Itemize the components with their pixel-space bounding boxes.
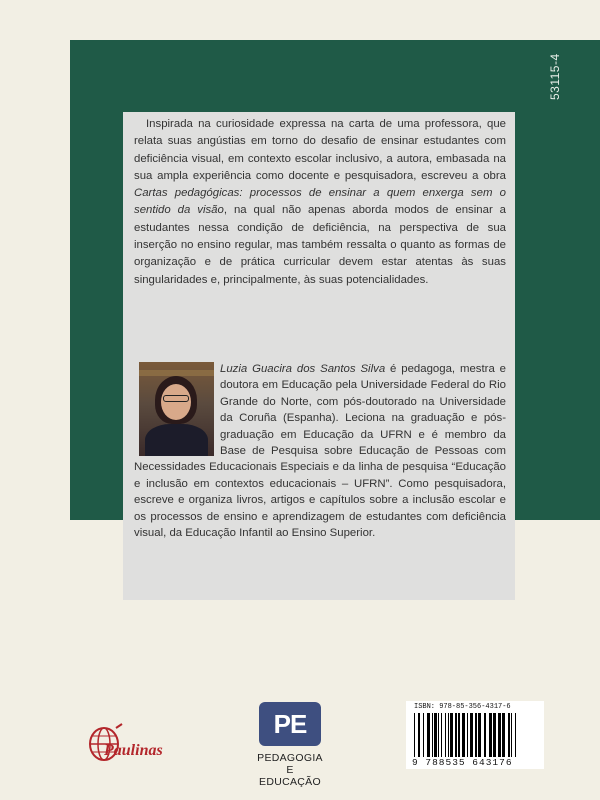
series-logo [255,702,325,788]
paulinas-logo [86,720,166,780]
author-bio-text: é pedagoga, mestra e doutora em Educação pela Universidade Federal do Rio Grande do Norte, com pós-doutorado na Universidade da Coruña (Espanha). Leciona na graduação e pós-graduação em Educação da UFRN e é membro da Base de Pesquisa sobre Educação de Pessoas com Necessidades Educacionais Especiais e da linha de pesquisa “Educação e inclusão em contextos educacionais – UFRN”. Como pesquisadora, escreve e organiza livros, artigos e capítulos sobre a inclusão escolar e os processos de ensino e aprendizagem de estudantes com deficiência visual, da Educação Infantil ao Ensino Superior. [134,363,506,540]
synopsis-part2: , na qual não apenas aborda modos de ensinar a estudantes nessa condição de deficiência, na perspectiva de sua inserção no ensino regular, mas também ressalta o quanto as formas de organização e de prática curricular devem estar atentas às suas singularidades e, principalmente, às suas potencialidades. [134,204,506,286]
author-bio [134,361,506,541]
barcode-bars [412,713,538,757]
barcode-number: 9 788535 643176 [412,757,513,768]
series-name [255,752,325,788]
barcode [406,701,544,769]
series-mark: PE [259,702,321,746]
synopsis [134,116,506,289]
book-title: Cartas pedagógicas: processos de ensinar a quem enxerga sem o sentido da visão [134,187,506,217]
isbn-label: ISBN: 978-85-356-4317-6 [414,703,511,711]
spine-code: 53115-4 [548,53,562,100]
series-line1: PEDAGOGIA [257,752,323,764]
series-line2: E EDUCAÇÃO [259,764,321,788]
author-name: Luzia Guacira dos Santos Silva [220,363,386,375]
publisher-name: Paulinas [104,742,163,759]
synopsis-part1: Inspirada na curiosidade expressa na carta de uma professora, que relata suas angústias em torno do desafio de ensinar estudantes com deficiência visual, em contexto escolar inclusivo, a autora, embasada na sua ampla experiência como docente e pesquisadora, escreveu a obra [134,118,506,182]
